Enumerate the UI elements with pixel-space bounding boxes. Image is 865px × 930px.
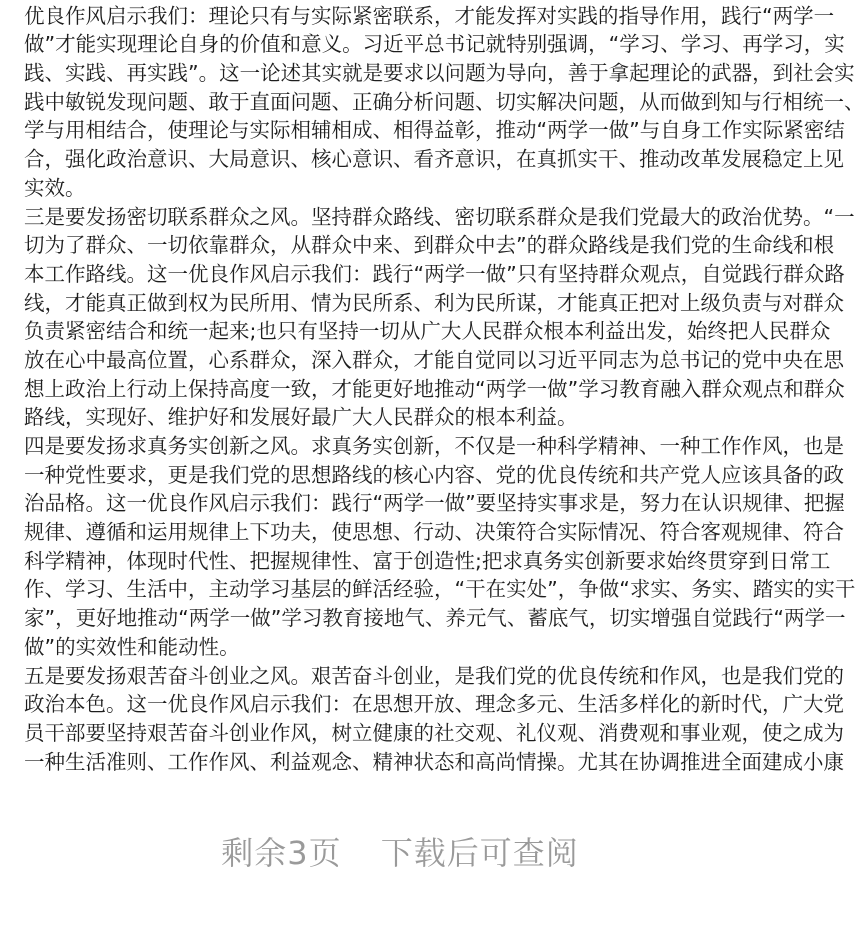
text-line: 四是要发扬求真务实创新之风。求真务实创新，不仅是一种科学精神、一种工作作风，也是: [24, 434, 844, 458]
text-line: 规律、遵循和运用规律上下功夫，使思想、行动、决策符合实际情况、符合客观规律、符合: [24, 520, 844, 545]
text-line: 治品格。这一优良作风启示我们：践行“两学一做”要坚持实事求是，努力在认识规律、把握: [24, 491, 845, 516]
paragraph: [24, 662, 844, 777]
text-line: 一种生活准则、工作作风、利益观念、精神状态和高尚情操。尤其在协调推进全面建成小康: [24, 749, 844, 774]
text-line: 合，强化政治意识、大局意识、核心意识、看齐意识，在真抓实干、推动改革发展稳定上见: [24, 147, 844, 172]
text-line: 想上政治上行动上保持高度一致，才能更好地推动“两学一做”学习教育融入群众观点和群众: [24, 376, 845, 401]
text-line: 家”，更好地推动“两学一做”学习教育接地气、养元气、蓄底气，切实增强自觉践行“两学一: [24, 606, 846, 631]
text-line: 一种党性要求，更是我们党的思想路线的核心内容、党的优良传统和共产党人应该具备的政: [24, 462, 844, 487]
text-line: 科学精神，体现时代性、把握规律性、富于创造性;把求真务实创新要求始终贯穿到日常工: [24, 548, 831, 573]
text-line: 放在心中最高位置，心系群众，深入群众，才能自觉同以习近平同志为总书记的党中央在思: [24, 347, 844, 372]
text-line: 实效。: [24, 175, 86, 200]
text-line: 本工作路线。这一优良作风启示我们：践行“两学一做”只有坚持群众观点，自觉践行群众路: [24, 261, 845, 286]
text-line: 五是要发扬艰苦奋斗创业之风。艰苦奋斗创业，是我们党的优良传统和作风，也是我们党的: [24, 663, 844, 688]
paragraph: [24, 203, 855, 433]
text-line: 负责紧密结合和统一起来;也只有坚持一切从广大人民群众根本利益出发，始终把人民群众: [24, 319, 831, 344]
download-to-view-text[interactable]: 下载后可查阅: [380, 834, 579, 872]
text-line: 三是要发扬密切联系群众之风。坚持群众路线、密切联系群众是我们党最大的政治优势。“一: [24, 204, 855, 229]
text-line: 政治本色。这一优良作风启示我们：在思想开放、理念多元、生活多样化的新时代，广大党: [24, 692, 844, 717]
document-body: [24, 0, 865, 776]
text-line: 做”才能实现理论自身的价值和意义。习近平总书记就特别强调，“学习、学习、再学习，实: [24, 32, 845, 57]
text-line: 践、实践、再实践”。这一论述其实就是要求以问题为导向，善于拿起理论的武器，到社会实: [24, 61, 855, 86]
text-line: 优良作风启示我们：理论只有与实际紧密联系，才能发挥对实践的指导作用，践行“两学一: [24, 3, 835, 28]
paragraph: [24, 0, 865, 203]
text-line: 作、学习、生活中，主动学习基层的鲜活经验，“干在实处”，争做“求实、务实、踏实的实干: [24, 577, 856, 602]
text-line: 员干部要坚持艰苦奋斗创业作风，树立健康的社交观、礼仪观、消费观和事业观，使之成为: [24, 720, 844, 745]
download-prompt[interactable]: [0, 828, 800, 874]
text-line: 学与用相结合，使理论与实际相辅相成、相得益彰，推动“两学一做”与自身工作实际紧密结: [24, 118, 845, 143]
text-line: 践中敏锐发现问题、敢于直面问题、正确分析问题、切实解决问题，从而做到知与行相统一、: [24, 89, 865, 114]
paragraph: [24, 432, 856, 662]
text-line: 路线，实现好、维护好和发展好最广大人民群众的根本利益。: [24, 405, 578, 430]
text-line: 做”的实效性和能动性。: [24, 634, 240, 659]
text-line: 切为了群众、一切依靠群众，从群众中来、到群众中去”的群众路线是我们党的生命线和根: [24, 233, 835, 258]
remaining-pages-text: 剩余3页: [221, 834, 342, 872]
text-line: 线，才能真正做到权为民所用、情为民所系、利为民所谋，才能真正把对上级负责与对群众: [24, 290, 844, 315]
